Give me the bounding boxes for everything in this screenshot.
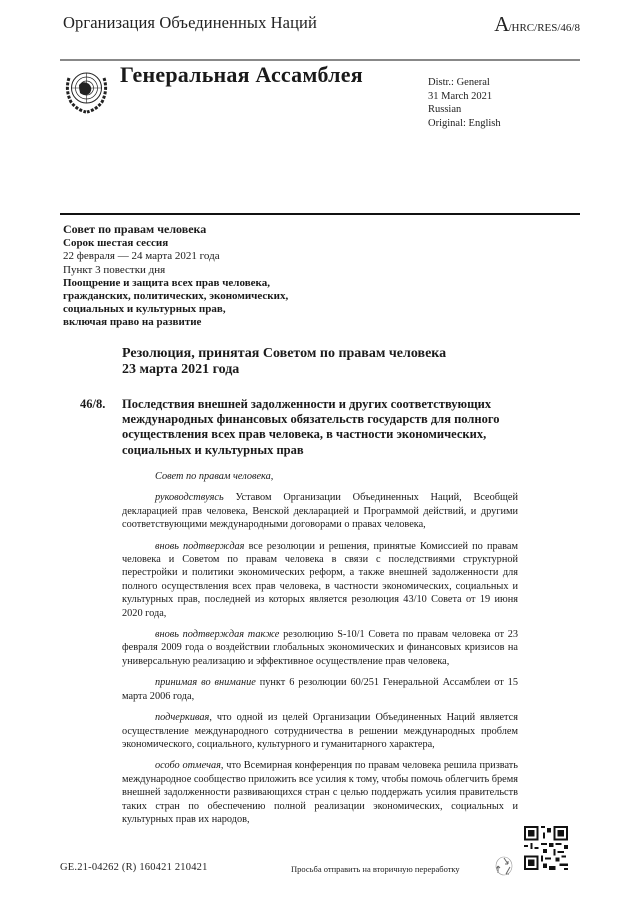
agenda-title-line: включая право на развитие: [63, 316, 202, 329]
section-rule: [60, 213, 580, 215]
organization-name: Организация Объединенных Наций: [63, 13, 317, 32]
paragraph: [122, 759, 518, 826]
resolution-body: [122, 470, 518, 834]
language-line: Russian: [428, 104, 462, 115]
paragraph: [122, 711, 518, 751]
resolution-number: 46/8.: [80, 397, 106, 411]
title-line: Резолюция, принятая Советом по правам человека: [122, 346, 447, 361]
paragraph: [122, 470, 518, 483]
agenda-title-line: гражданских, политических, экономических,: [63, 290, 289, 303]
council-name: Совет по правам человека: [63, 222, 207, 236]
document-symbol: [494, 12, 580, 37]
paragraph-lead: особо отмечая: [155, 760, 221, 772]
council-block: [63, 223, 323, 330]
recycle-icon: [494, 855, 514, 877]
paragraph-text: резолюцию S-10/1 Совета по правам человека от 23 февраля 2009 года о воздействии глобальных экономических и финансовых кризисов на универсальную реализацию и эффективное осуществление прав человека,: [122, 629, 519, 667]
session: Сорок шестая сессия: [63, 237, 169, 250]
paragraph-text: все резолюции и решения, принятые Комиссией по правам человека и Советом по правам человека в связи с последствиями структурной перестройки и политики экономических реформ, а также внешней задолженности для полного осуществления всех прав человека, в частности экономических, социальных и культурных прав, последней из которых является резолюция 43/10 Совета от 19 июня 2020 года,: [122, 540, 518, 619]
paragraph-text: , что одной из целей Организации Объединенных Наций является осуществление международного сотрудничества в решении международных проблем экономического, социального, культурного и гуманитарного характера,: [122, 712, 518, 750]
session-dates: 22 февраля — 24 марта 2021 года: [63, 250, 220, 263]
paragraph-text: пункт 6 резолюции 60/251 Генеральной Ассамблеи от 15 марта 2006 года,: [122, 677, 518, 702]
paragraph: [122, 628, 518, 668]
un-emblem-icon: [63, 66, 110, 116]
original-line: Original: English: [428, 117, 501, 129]
distr-line: Distr.: General: [428, 77, 490, 88]
paragraph-text: Уставом Организации Объединенных Наций, Всеобщей декларацией прав человека, Венской декларацией и Программой действий, и другими соответствующими международными договорами о правах человека,: [122, 492, 518, 531]
resolution-adopted-title: [122, 346, 446, 378]
date-line: 31 March 2021: [428, 90, 493, 102]
symbol-rest: /HRC/RES/46/8: [508, 22, 580, 34]
distribution-info: [428, 76, 501, 130]
paragraph-lead: вновь подтверждая также: [155, 629, 280, 641]
paragraph-lead: руководствуясь: [155, 492, 224, 504]
paragraph: [122, 676, 518, 703]
document-job-number: GE.21-04262 (R) 160421 210421: [60, 862, 208, 873]
paragraph-lead: принимая во внимание: [155, 677, 256, 689]
qr-code-icon: [524, 826, 568, 870]
resolution-subject: Последствия внешней задолженности и других соответствующих международных финансовых обязательств государств для полного осуществления всех прав человека, в частности экономических, социальных и культурных прав: [122, 397, 500, 457]
paragraph: [122, 540, 518, 620]
agenda-item: Пункт 3 повестки дня: [63, 263, 166, 276]
paragraph-lead: подчеркивая: [155, 712, 210, 724]
body-title: Генеральная Ассамблея: [120, 62, 363, 87]
recycle-notice: Просьба отправить на вторичную переработку: [291, 864, 460, 874]
agenda-title-line: социальных и культурных прав,: [63, 303, 226, 316]
paragraph-lead: вновь подтверждая: [155, 540, 245, 552]
header-rule: [60, 59, 580, 61]
paragraph-lead: Совет по правам человека,: [155, 471, 274, 482]
paragraph: [122, 491, 518, 531]
symbol-prefix: A: [494, 12, 509, 36]
title-line: 23 марта 2021 года: [122, 362, 240, 377]
paragraph-text: , что Всемирная конференция по правам человека решила призвать международное сообщество приложить все усилия к тому, чтобы помочь облегчить бремя внешней задолженности развивающихся стран с целью поддержать усилия правительств таких стран по обеспечению полной реализации экономических, социальных и культурных прав их народов,: [122, 760, 518, 825]
agenda-title-line: Поощрение и защита всех прав человека,: [63, 276, 270, 289]
